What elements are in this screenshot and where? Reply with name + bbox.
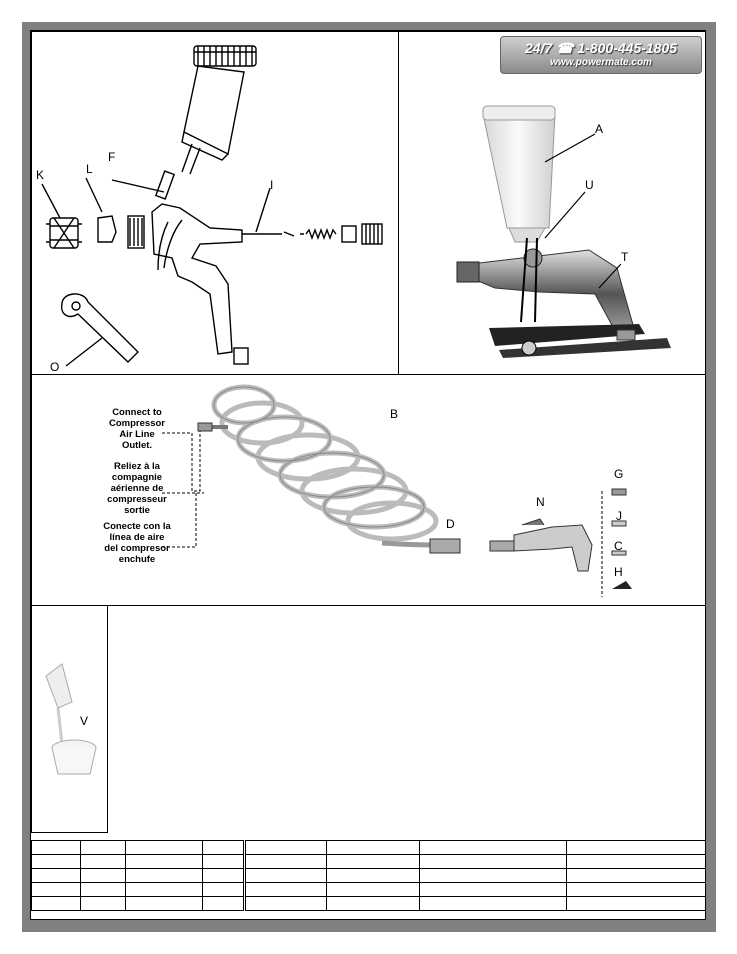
label-l: L bbox=[86, 162, 93, 176]
table-row bbox=[32, 897, 706, 911]
note-spanish: Conecte con la línea de aire del compresor enchufe bbox=[103, 521, 171, 565]
label-o: O bbox=[50, 360, 60, 374]
panel-hose bbox=[31, 374, 706, 606]
support-phone: 24/7 ☎ 1-800-445-1805 bbox=[524, 40, 678, 56]
note-french: Reliez à la compagnie aérienne de compresseur sortie bbox=[107, 461, 167, 516]
assembled-gun-photo bbox=[399, 32, 705, 374]
parts-table bbox=[31, 840, 706, 911]
panel-assembled-gun bbox=[398, 31, 706, 375]
label-v: V bbox=[80, 714, 89, 728]
support-website[interactable]: www.powermate.com bbox=[550, 57, 652, 68]
label-b: B bbox=[390, 407, 399, 421]
label-k: K bbox=[36, 168, 45, 182]
label-n: N bbox=[536, 495, 545, 509]
label-t: T bbox=[621, 250, 629, 264]
label-c: C bbox=[614, 539, 623, 553]
table-row bbox=[32, 883, 706, 897]
label-f: F bbox=[108, 150, 116, 164]
table-row bbox=[32, 869, 706, 883]
table-row bbox=[32, 841, 706, 855]
label-g: G bbox=[614, 467, 624, 481]
table-row bbox=[32, 855, 706, 869]
label-a: A bbox=[595, 122, 604, 136]
support-badge[interactable] bbox=[500, 36, 702, 74]
exploded-gun-drawing bbox=[32, 32, 398, 374]
cup-lid-photo bbox=[32, 606, 107, 832]
note-english: Connect to Compressor Air Line Outlet. bbox=[109, 407, 165, 451]
label-i: I bbox=[270, 178, 274, 192]
label-h: H bbox=[614, 565, 623, 579]
panel-exploded-gun bbox=[31, 31, 399, 375]
label-u: U bbox=[585, 178, 594, 192]
panel-cup-lid bbox=[31, 605, 108, 833]
label-d: D bbox=[446, 517, 455, 531]
label-j: J bbox=[616, 509, 622, 523]
